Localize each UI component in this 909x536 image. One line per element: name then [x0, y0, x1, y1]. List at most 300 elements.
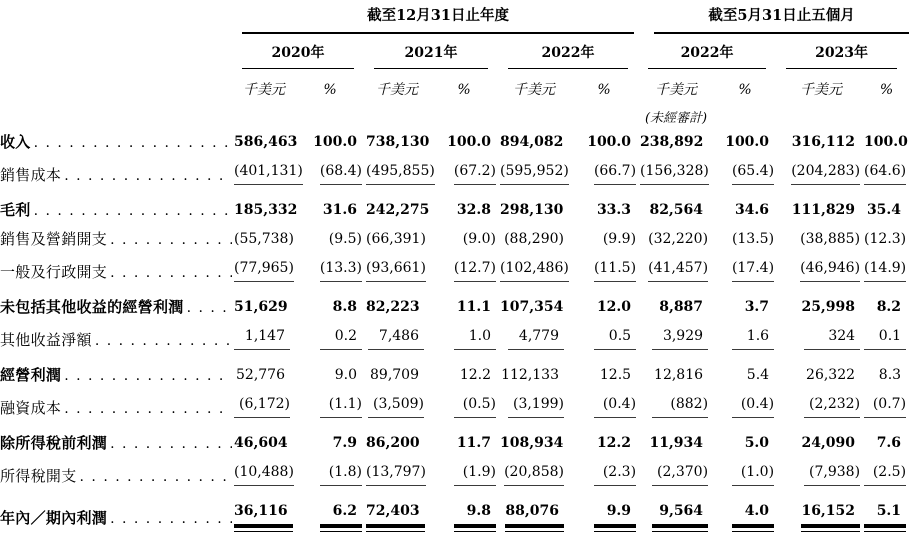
cell-value: 5.0	[744, 435, 770, 451]
pct-header: %	[323, 82, 337, 98]
cell-value: 9.0	[334, 367, 357, 383]
row-label: 年內／期內利潤	[0, 509, 108, 527]
cell-value: 82,564	[649, 202, 704, 218]
dot-leader	[187, 300, 232, 316]
table-row	[0, 496, 909, 536]
percent-cell	[428, 253, 500, 292]
dot-leader	[110, 232, 232, 248]
percent-cell	[864, 428, 909, 457]
percent-cell	[568, 389, 640, 428]
cell-value: (66.7)	[594, 162, 636, 185]
cell-value: 100.0	[725, 134, 770, 150]
cell-value: 82,223	[366, 299, 420, 315]
cell-value: 8,887	[659, 299, 704, 315]
cell-value: 35.4	[866, 202, 902, 218]
cell-value: (17.4)	[732, 259, 774, 282]
percent-cell	[428, 224, 500, 253]
percent-cell	[712, 321, 778, 360]
year-header-2021: 2021年	[366, 34, 500, 69]
pct-header: %	[597, 82, 611, 98]
cell-value: (65.4)	[732, 162, 774, 185]
value-cell	[778, 224, 864, 253]
cell-value: (9.9)	[602, 231, 637, 247]
percent-cell	[712, 292, 778, 321]
value-cell	[500, 321, 568, 360]
cell-value: 316,112	[791, 134, 856, 150]
row-label: 一般及行政開支	[0, 263, 108, 281]
cell-value: (3,509)	[368, 395, 424, 418]
percent-cell	[864, 127, 909, 156]
dot-leader	[95, 333, 232, 349]
percent-cell	[428, 428, 500, 457]
cell-value: (495,855)	[366, 162, 435, 185]
value-cell	[640, 127, 712, 156]
unaudited-row	[0, 102, 909, 127]
cell-value: 1.6	[732, 327, 774, 350]
row-label-cell	[0, 224, 234, 253]
value-cell	[500, 253, 568, 292]
value-cell	[366, 253, 428, 292]
table-row	[0, 292, 909, 321]
cell-value: 8.3	[878, 367, 902, 383]
cell-value: 36,116	[234, 502, 293, 528]
unit-header: 千美元	[800, 82, 843, 98]
cell-value: 24,090	[801, 435, 856, 451]
value-cell	[500, 156, 568, 195]
percent-cell	[428, 292, 500, 321]
percent-cell	[568, 224, 640, 253]
percent-cell	[712, 253, 778, 292]
percent-cell	[428, 321, 500, 360]
value-cell	[778, 195, 864, 224]
cell-value: 9.8	[454, 502, 496, 528]
row-label-cell	[0, 195, 234, 224]
value-cell	[778, 389, 864, 428]
percent-cell	[428, 457, 500, 496]
percent-cell	[712, 428, 778, 457]
header-spacer	[0, 34, 234, 69]
value-cell	[500, 195, 568, 224]
cell-value: 1,147	[234, 327, 290, 350]
value-cell	[778, 428, 864, 457]
value-cell	[640, 457, 712, 496]
cell-value: (9.0)	[462, 231, 496, 247]
value-cell	[640, 156, 712, 195]
dot-leader	[80, 469, 232, 485]
percent-cell	[864, 195, 909, 224]
dot-leader	[64, 401, 232, 417]
percent-cell	[568, 360, 640, 389]
row-label: 所得稅開支	[0, 467, 77, 485]
row-label: 銷售及營銷開支	[0, 230, 108, 248]
cell-value: (20,858)	[504, 463, 564, 486]
cell-value: (38,885)	[800, 231, 861, 247]
cell-value: 89,709	[370, 367, 419, 383]
value-cell	[500, 428, 568, 457]
cell-value: (1.0)	[732, 463, 774, 486]
cell-value: 5.4	[746, 367, 770, 383]
year-header-2022-5m: 2022年	[640, 34, 778, 69]
cell-value: 11.1	[456, 299, 491, 315]
value-cell	[500, 360, 568, 389]
cell-value: 100.0	[864, 134, 908, 150]
row-label-cell	[0, 321, 234, 360]
dot-leader	[110, 436, 232, 452]
pct-header: %	[738, 82, 752, 98]
dot-leader	[34, 135, 232, 151]
value-cell	[366, 496, 428, 536]
cell-value: 0.1	[864, 327, 906, 350]
value-cell	[234, 195, 298, 224]
row-label-cell	[0, 360, 234, 389]
value-cell	[778, 156, 864, 195]
header-spacer	[0, 0, 234, 34]
percent-cell	[294, 253, 366, 292]
cell-value: (204,283)	[791, 162, 860, 185]
value-cell	[500, 127, 568, 156]
cell-value: (882)	[652, 395, 708, 418]
value-cell	[500, 496, 568, 536]
value-cell	[234, 389, 294, 428]
value-cell	[234, 457, 294, 496]
percent-cell	[568, 195, 640, 224]
value-cell	[778, 457, 864, 496]
value-cell	[778, 253, 864, 292]
percent-cell	[428, 496, 500, 536]
cell-value: 12,816	[654, 367, 704, 383]
table-row	[0, 156, 909, 195]
cell-value: (88,290)	[504, 231, 564, 247]
cell-value: (13.3)	[320, 259, 362, 282]
row-label: 其他收益淨額	[0, 331, 92, 349]
cell-value: 738,130	[366, 134, 430, 150]
table-row	[0, 224, 909, 253]
value-cell	[500, 457, 568, 496]
percent-cell	[712, 224, 778, 253]
cell-value: 46,604	[234, 435, 288, 451]
value-cell	[366, 321, 428, 360]
row-label-cell	[0, 156, 234, 195]
row-label: 毛利	[0, 201, 31, 219]
year-header-2022: 2022年	[500, 34, 640, 69]
table-row	[0, 195, 909, 224]
value-cell	[778, 496, 864, 536]
cell-value: 324	[804, 327, 860, 350]
value-cell	[234, 428, 294, 457]
row-label-cell	[0, 389, 234, 428]
row-label-cell	[0, 253, 234, 292]
cell-value: (67.2)	[454, 162, 496, 185]
cell-value: 586,463	[234, 134, 298, 150]
cell-value: (64.6)	[864, 162, 906, 185]
cell-value: 111,829	[791, 202, 856, 218]
value-cell	[234, 360, 294, 389]
value-cell	[366, 224, 428, 253]
percent-cell	[294, 224, 366, 253]
cell-value: 108,934	[500, 435, 564, 451]
cell-value: 25,998	[801, 299, 856, 315]
percent-cell	[294, 292, 366, 321]
cell-value: (77,965)	[234, 259, 294, 282]
value-cell	[640, 321, 712, 360]
cell-value: (68.4)	[320, 162, 362, 185]
cell-value: 12.5	[599, 367, 632, 383]
percent-cell	[294, 360, 366, 389]
percent-cell	[712, 457, 778, 496]
value-cell	[234, 224, 294, 253]
cell-value: (9.5)	[328, 231, 362, 247]
percent-cell	[568, 457, 640, 496]
cell-value: 11.7	[456, 435, 491, 451]
cell-value: 86,200	[366, 435, 420, 451]
period-header-row	[0, 0, 909, 34]
cell-value: 12.0	[596, 299, 632, 315]
cell-value: 9,564	[652, 502, 708, 528]
cell-value: 3.7	[744, 299, 770, 315]
row-label-cell	[0, 496, 234, 536]
row-label-cell	[0, 292, 234, 321]
row-label: 收入	[0, 133, 31, 151]
row-label-cell	[0, 428, 234, 457]
cell-value: 8.2	[876, 299, 902, 315]
table-row	[0, 389, 909, 428]
cell-value: 16,152	[801, 502, 860, 528]
dot-leader	[110, 265, 232, 281]
dot-leader	[110, 511, 232, 527]
cell-value: 112,133	[501, 367, 559, 383]
percent-cell	[294, 321, 366, 360]
cell-value: (3,199)	[508, 395, 564, 418]
percent-cell	[294, 156, 366, 195]
cell-value: 4,779	[508, 327, 564, 350]
cell-value: (11.5)	[594, 259, 636, 282]
percent-cell	[712, 195, 778, 224]
value-cell	[234, 496, 294, 536]
percent-cell	[568, 127, 640, 156]
row-label: 銷售成本	[0, 166, 62, 184]
cell-value: (1.1)	[320, 395, 362, 418]
value-cell	[640, 195, 712, 224]
cell-value: 100.0	[587, 134, 632, 150]
cell-value: 107,354	[500, 299, 564, 315]
row-label-cell	[0, 457, 234, 496]
value-cell	[234, 156, 303, 195]
period-title-five-months: 截至5月31日止五個月	[654, 6, 909, 34]
cell-value: 6.2	[320, 502, 362, 528]
cell-value: (41,457)	[648, 259, 708, 282]
cell-value: (1.8)	[320, 463, 362, 486]
percent-cell	[712, 360, 778, 389]
cell-value: 238,892	[640, 134, 704, 150]
table-row	[0, 360, 909, 389]
cell-value: (102,486)	[500, 259, 569, 282]
value-cell	[640, 389, 712, 428]
value-cell	[234, 253, 294, 292]
cell-value: (0.5)	[454, 395, 496, 418]
percent-cell	[712, 156, 778, 195]
cell-value: (595,952)	[500, 162, 569, 185]
value-cell	[640, 496, 712, 536]
cell-value: (55,738)	[234, 231, 294, 247]
cell-value: (14.9)	[864, 259, 906, 282]
year-header-2023-5m: 2023年	[778, 34, 909, 69]
percent-cell	[428, 195, 500, 224]
cell-value: 4.0	[732, 502, 774, 528]
value-cell	[366, 195, 428, 224]
value-cell	[234, 127, 298, 156]
cell-value: 11,934	[649, 435, 704, 451]
cell-value: (13,797)	[366, 463, 426, 486]
cell-value: (10,488)	[234, 463, 294, 486]
percent-cell	[864, 156, 909, 195]
value-cell	[366, 389, 428, 428]
percent-cell	[568, 292, 640, 321]
cell-value: 26,322	[806, 367, 856, 383]
cell-value: 7.6	[876, 435, 902, 451]
table-row	[0, 428, 909, 457]
value-cell	[778, 127, 864, 156]
cell-value: (13.5)	[731, 231, 775, 247]
cell-value: (156,328)	[640, 162, 709, 185]
row-label-cell	[0, 127, 234, 156]
cell-value: 52,776	[236, 367, 285, 383]
percent-cell	[864, 224, 909, 253]
cell-value: 51,629	[234, 299, 288, 315]
percent-cell	[428, 360, 500, 389]
percent-cell	[294, 428, 366, 457]
value-cell	[234, 292, 294, 321]
unaudited-note-cell	[640, 102, 712, 127]
percent-cell	[568, 428, 640, 457]
period-header-five-months	[640, 0, 909, 34]
cell-value: (0.4)	[732, 395, 774, 418]
dot-leader	[64, 368, 232, 384]
percent-cell	[294, 127, 366, 156]
value-cell	[640, 428, 712, 457]
unit-header: 千美元	[243, 82, 285, 98]
value-cell	[500, 224, 568, 253]
cell-value: 0.5	[594, 327, 636, 350]
year-header-2020: 2020年	[234, 34, 366, 69]
unit-header: 千美元	[513, 82, 555, 98]
percent-cell	[864, 253, 909, 292]
percent-cell	[568, 496, 640, 536]
cell-value: (2,370)	[652, 463, 708, 486]
percent-cell	[712, 127, 778, 156]
value-cell	[640, 360, 712, 389]
percent-cell	[864, 321, 909, 360]
value-cell	[778, 321, 864, 360]
pct-header: %	[457, 82, 471, 98]
value-cell	[778, 292, 864, 321]
cell-value: 242,275	[366, 202, 430, 218]
dot-leader	[34, 203, 232, 219]
percent-cell	[294, 195, 366, 224]
value-cell	[500, 389, 568, 428]
unit-header: 千美元	[655, 82, 698, 98]
cell-value: 12.2	[459, 367, 491, 383]
cell-value: 100.0	[447, 134, 491, 150]
table-row	[0, 457, 909, 496]
cell-value: 7,486	[368, 327, 424, 350]
percent-cell	[428, 156, 500, 195]
table-row	[0, 253, 909, 292]
cell-value: 33.3	[596, 202, 632, 218]
percent-cell	[864, 360, 909, 389]
period-title-annual: 截至12月31日止年度	[242, 6, 634, 34]
pct-header: %	[879, 82, 894, 98]
percent-cell	[294, 496, 366, 536]
percent-cell	[712, 496, 778, 536]
value-cell	[778, 360, 864, 389]
cell-value: 9.9	[594, 502, 636, 528]
percent-cell	[294, 389, 366, 428]
value-cell	[366, 360, 428, 389]
unaudited-note: (未經審計)	[644, 111, 708, 126]
cell-value: (93,661)	[366, 259, 426, 282]
percent-cell	[864, 457, 909, 496]
unit-header: 千美元	[376, 82, 418, 98]
cell-value: 72,403	[366, 502, 425, 528]
cell-value: (12.7)	[454, 259, 496, 282]
cell-value: (12.3)	[864, 231, 907, 247]
percent-cell	[568, 321, 640, 360]
percent-cell	[568, 253, 640, 292]
cell-value: 32.8	[456, 202, 491, 218]
percent-cell	[864, 496, 909, 536]
table-row	[0, 127, 909, 156]
period-header-annual	[234, 0, 640, 34]
unit-header-row	[0, 69, 909, 102]
row-label: 融資成本	[0, 399, 62, 417]
cell-value: (0.4)	[594, 395, 636, 418]
value-cell	[366, 292, 428, 321]
percent-cell	[294, 457, 366, 496]
cell-value: (2,232)	[804, 395, 860, 418]
percent-cell	[864, 292, 909, 321]
value-cell	[366, 156, 435, 195]
cell-value: 298,130	[500, 202, 564, 218]
row-label: 未包括其他收益的經營利潤	[0, 298, 184, 316]
cell-value: 894,082	[500, 134, 564, 150]
cell-value: (6,172)	[234, 395, 290, 418]
percent-cell	[428, 127, 500, 156]
header-spacer	[712, 102, 909, 127]
cell-value: 12.2	[596, 435, 632, 451]
cell-value: (2.5)	[864, 463, 906, 486]
cell-value: 100.0	[313, 134, 357, 150]
percent-cell	[712, 389, 778, 428]
value-cell	[366, 457, 428, 496]
percent-cell	[568, 156, 640, 195]
row-label: 經營利潤	[0, 366, 62, 384]
cell-value: (66,391)	[366, 231, 426, 247]
cell-value: (46,946)	[800, 259, 860, 282]
header-spacer	[0, 69, 234, 102]
cell-value: 0.2	[320, 327, 362, 350]
cell-value: 1.0	[454, 327, 496, 350]
cell-value: (0.7)	[864, 395, 906, 418]
value-cell	[366, 127, 428, 156]
value-cell	[640, 292, 712, 321]
cell-value: (1.9)	[454, 463, 496, 486]
table-body	[0, 127, 909, 536]
percent-cell	[428, 389, 500, 428]
cell-value: (32,220)	[648, 231, 709, 247]
year-header-row	[0, 34, 909, 69]
row-label: 除所得稅前利潤	[0, 434, 108, 452]
cell-value: (401,131)	[234, 162, 303, 185]
